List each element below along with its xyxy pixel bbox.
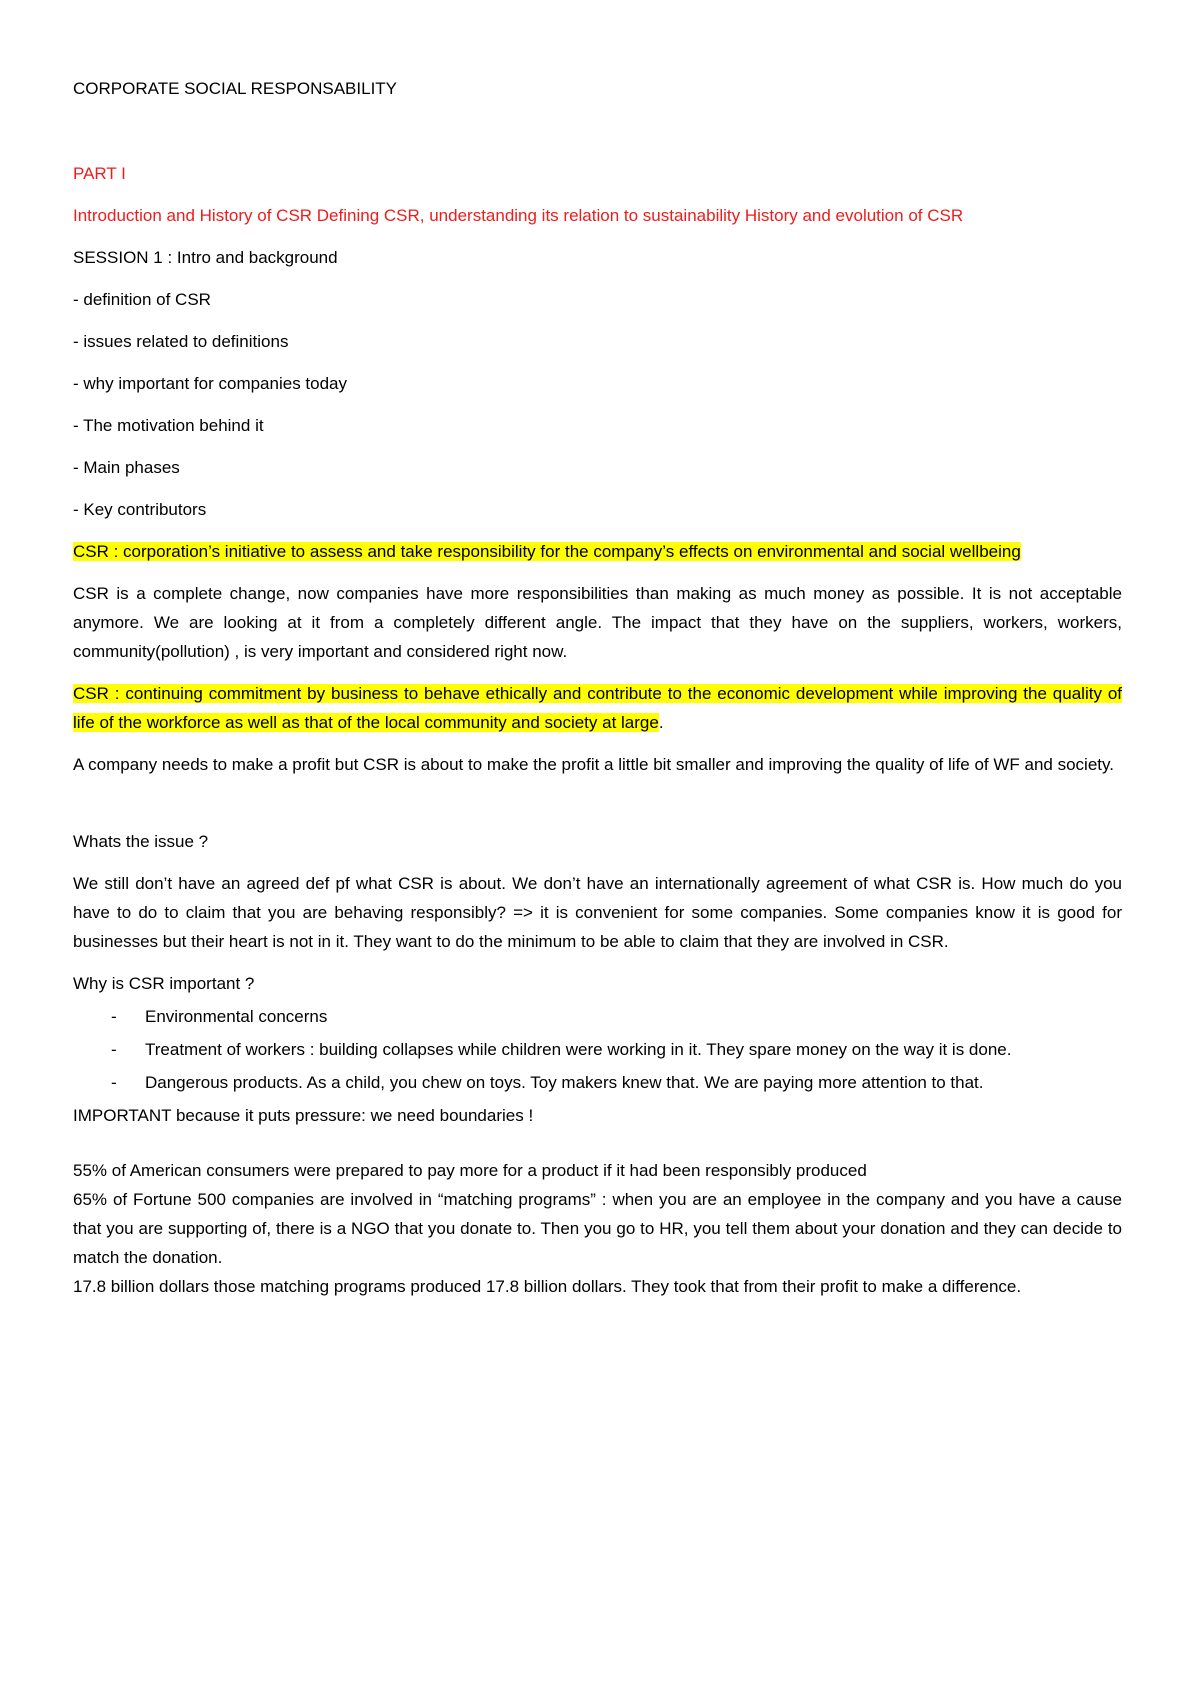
why-heading: Why is CSR important ? — [73, 974, 255, 993]
stat-matching-programs: 17.8 billion dollars those matching programs produced 17.8 billion dollars. They took that from their profit to make a difference. — [73, 1277, 1022, 1296]
highlighted-definition: CSR : continuing commitment by business to behave ethically and contribute to the economic development while improving the quality of life of the workforce as well as that of the local community and society at large — [73, 684, 1122, 732]
session-item: - Key contributors — [73, 500, 207, 519]
dash-bullet: - — [111, 1007, 117, 1026]
session-item: - The motivation behind it — [73, 416, 264, 435]
list-item-text: Dangerous products. As a child, you chew on toys. Toy makers knew that. We are paying more attention to that. — [145, 1073, 984, 1092]
important-note: IMPORTANT because it puts pressure: we need boundaries ! — [73, 1106, 534, 1125]
csr-definition-2 — [73, 679, 1122, 737]
why-list — [73, 1002, 1122, 1097]
session-item: - definition of CSR — [73, 290, 211, 309]
list-item-text: Treatment of workers : building collapses while children were working in it. They spare money on the way it is done. — [145, 1040, 1012, 1059]
highlighted-definition: CSR : corporation’s initiative to assess and take responsibility for the company’s effects on environmental and social wellbeing — [73, 542, 1021, 561]
list-item — [73, 1002, 1122, 1031]
csr-definition-1 — [73, 537, 1122, 566]
session-item: - issues related to definitions — [73, 332, 289, 351]
stat-fortune-500: 65% of Fortune 500 companies are involved in “matching programs” : when you are an employee in the company and you have a cause that you are supporting of, there is a NGO that you donate to. Then you go to HR, you tell them about your donation and they can decide to match the donation. — [73, 1190, 1122, 1267]
issue-paragraph: We still don’t have an agreed def pf what CSR is about. We don’t have an internationally agreement of what CSR is. How much do you have to do to claim that you are behaving responsibly? => it is convenient for some companies. Some companies know it is good for businesses but their heart is not in it. They want to do the minimum to be able to claim that they are involved in CSR. — [73, 874, 1122, 951]
stat-consumers: 55% of American consumers were prepared to pay more for a product if it had been responsibly produced — [73, 1161, 867, 1180]
part-subtitle: Introduction and History of CSR Defining CSR, understanding its relation to sustainability History and evolution of CSR — [73, 206, 964, 225]
dash-bullet: - — [111, 1073, 117, 1092]
part-heading: PART I — [73, 164, 126, 183]
definition-period: . — [658, 713, 664, 732]
issue-heading: Whats the issue ? — [73, 832, 209, 851]
list-item — [73, 1035, 1122, 1064]
session-item: - why important for companies today — [73, 374, 348, 393]
paragraph-complete-change: CSR is a complete change, now companies have more responsibilities than making as much money as possible. It is not acceptable anymore. We are looking at it from a completely different angle. The impact that they have on the suppliers, workers, workers, community(pollution) , is very important and considered right now. — [73, 584, 1122, 661]
list-item — [73, 1068, 1122, 1097]
list-item-text: Environmental concerns — [145, 1007, 328, 1026]
document-title: CORPORATE SOCIAL RESPONSABILITY — [73, 79, 398, 98]
session-item: - Main phases — [73, 458, 180, 477]
session-heading: SESSION 1 : Intro and background — [73, 248, 338, 267]
dash-bullet: - — [111, 1040, 117, 1059]
paragraph-profit: A company needs to make a profit but CSR is about to make the profit a little bit smaller and improving the quality of life of WF and society. — [73, 755, 1114, 774]
